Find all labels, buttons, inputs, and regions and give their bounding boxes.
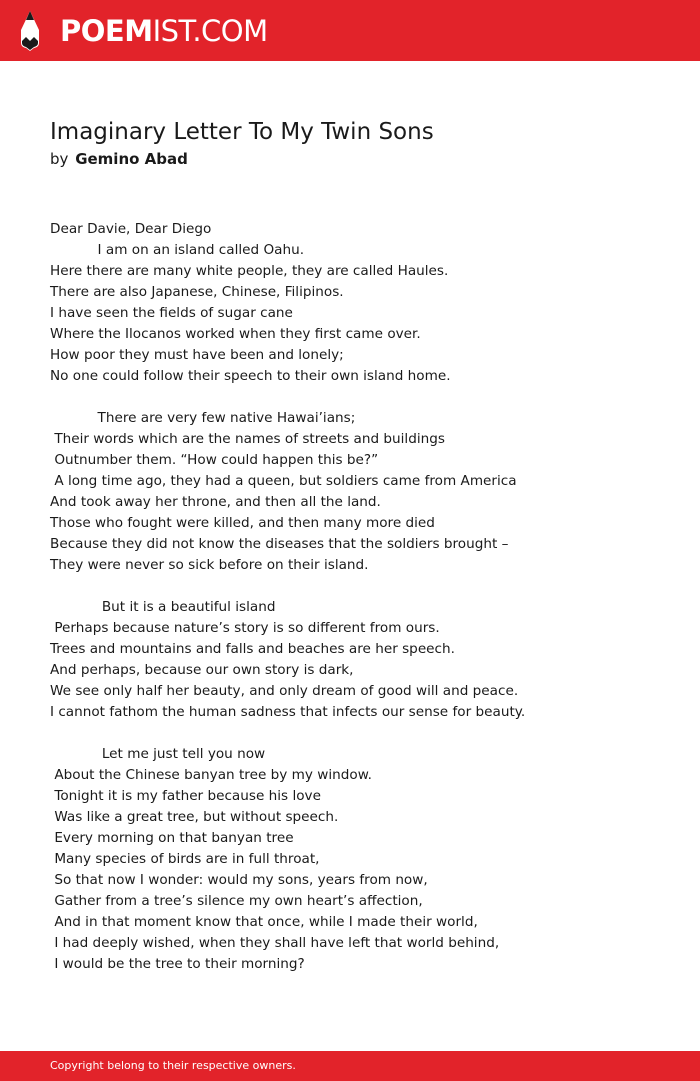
poem-title: Imaginary Letter To My Twin Sons — [50, 119, 434, 145]
poem-author[interactable]: Gemino Abad — [75, 150, 188, 168]
poem-line: So that now I wonder: would my sons, years from now, — [50, 872, 428, 888]
poem-line: Gather from a tree’s silence my own heart’s affection, — [50, 893, 423, 909]
poem-line: Here there are many white people, they are called Haules. — [50, 263, 449, 279]
poem-line: Those who fought were killed, and then many more died — [50, 515, 435, 531]
poem-line: I had deeply wished, when they shall have left that world behind, — [50, 935, 500, 951]
by-label: by — [50, 150, 69, 168]
poem-line: Because they did not know the diseases that the soldiers brought – — [50, 536, 509, 552]
stanza-break — [50, 576, 670, 597]
poem-line: Where the Ilocanos worked when they first came over. — [50, 326, 421, 342]
pencil-icon — [18, 10, 42, 52]
poem-line: But it is a beautiful island — [50, 599, 276, 615]
poem-line: I have seen the fields of sugar cane — [50, 305, 293, 321]
poem-body — [50, 219, 670, 975]
site-logo[interactable] — [18, 10, 268, 52]
site-footer — [0, 1051, 700, 1081]
poem-line: There are also Japanese, Chinese, Filipinos. — [50, 284, 344, 300]
poem-line: We see only half her beauty, and only dream of good will and peace. — [50, 683, 519, 699]
poem-line: Trees and mountains and falls and beaches are her speech. — [50, 641, 455, 657]
stanza-break — [50, 387, 670, 408]
poem-line: Many species of birds are in full throat, — [50, 851, 320, 867]
poem-line: Perhaps because nature’s story is so different from ours. — [50, 620, 440, 636]
copyright-text: Copyright belong to their respective owners. — [50, 1059, 296, 1072]
poem-line: No one could follow their speech to their own island home. — [50, 368, 451, 384]
poem-line: I cannot fathom the human sadness that infects our sense for beauty. — [50, 704, 526, 720]
poem-line: Was like a great tree, but without speech. — [50, 809, 339, 825]
poem-line: Outnumber them. “How could happen this be?” — [50, 452, 379, 468]
poem-line: And took away her throne, and then all the land. — [50, 494, 381, 510]
poem-line: Their words which are the names of streets and buildings — [50, 431, 445, 447]
site-header — [0, 0, 700, 61]
poem-byline — [50, 148, 188, 170]
poem-line: Every morning on that banyan tree — [50, 830, 294, 846]
poem-line: How poor they must have been and lonely; — [50, 347, 344, 363]
poem-line: And perhaps, because our own story is dark, — [50, 662, 354, 678]
poem-line: A long time ago, they had a queen, but soldiers came from America — [50, 473, 517, 489]
poem-line: There are very few native Hawai’ians; — [50, 410, 356, 426]
logo-text — [60, 10, 268, 52]
logo-text-light: IST.COM — [152, 14, 268, 48]
poem-line: I am on an island called Oahu. — [50, 242, 305, 258]
stanza-break — [50, 723, 670, 744]
poem-line: Let me just tell you now — [50, 746, 266, 762]
poem-line: I would be the tree to their morning? — [50, 956, 305, 972]
poem-line: About the Chinese banyan tree by my window. — [50, 767, 372, 783]
poem-line: And in that moment know that once, while I made their world, — [50, 914, 478, 930]
poem-line: Tonight it is my father because his love — [50, 788, 321, 804]
poem-line: Dear Davie, Dear Diego — [50, 221, 212, 237]
poem-line: They were never so sick before on their island. — [50, 557, 369, 573]
logo-text-bold: POEM — [60, 14, 153, 48]
